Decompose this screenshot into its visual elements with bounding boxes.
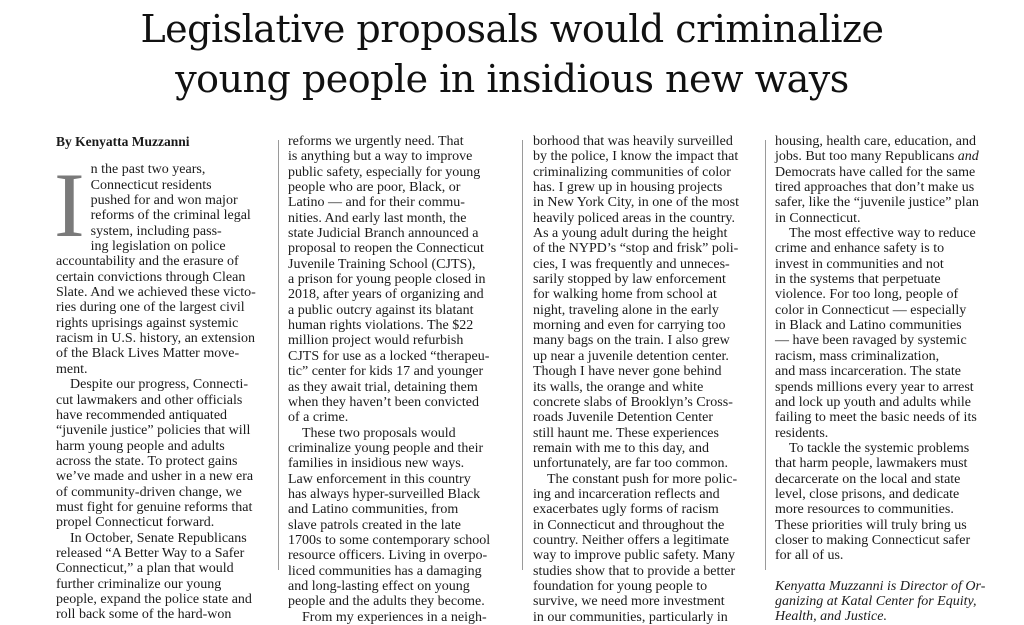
text-line: state Judicial Branch announced a	[288, 226, 479, 242]
text-line: Latino — and for their commu-	[288, 195, 465, 211]
text-line: liced communities has a damaging	[288, 563, 482, 579]
text-line: and lock up youth and adults while	[775, 394, 971, 410]
text-line: invest in communities and not	[775, 256, 944, 272]
text-line: color in Connecticut — especially	[775, 302, 967, 318]
text-line: in Black and Latino communities	[775, 318, 962, 334]
text-line: studies show that to provide a better	[533, 563, 736, 579]
text-line: cies, I was frequently and unneces-	[533, 256, 730, 272]
column-3-text	[533, 134, 767, 625]
text-line: resource officers. Living in overpo-	[288, 548, 488, 564]
text-line: closer to making Connecticut safer	[775, 532, 971, 548]
text-line: To tackle the systemic problems	[789, 440, 970, 456]
byline: By Kenyatta Muzzanni	[56, 134, 190, 149]
drop-cap: I	[54, 154, 85, 257]
text-line: Connecticut residents	[90, 177, 212, 193]
text-line: “juvenile justice” policies that will	[56, 423, 251, 439]
text-line: many bags on the train. I also grew	[533, 333, 730, 349]
text-line: proposal to reopen the Connecticut	[288, 241, 484, 257]
text-line: These two proposals would	[302, 425, 456, 441]
text-line: across the state. To protect gains	[56, 453, 238, 469]
text-line: its walls, the orange and white	[533, 379, 704, 395]
text-line: unfortunately, are far too common.	[533, 456, 729, 472]
text-line: as they await trial, detaining them	[288, 379, 478, 395]
text-line: has. I grew up in housing projects	[533, 180, 723, 196]
text-line: racism, mass criminalization,	[775, 348, 940, 364]
text-line: in Connecticut.	[775, 210, 861, 226]
text-line: and Latino communities, from	[288, 502, 459, 518]
text-line: ment.	[56, 361, 88, 377]
text-line: Despite our progress, Connecti-	[70, 377, 249, 393]
text-line: a prison for young people closed in	[288, 272, 486, 288]
text-line: people, expand the police state and	[56, 591, 252, 607]
text-line: Democrats have called for the same	[775, 164, 976, 180]
text-line: way to improve public safety. Many	[533, 548, 736, 564]
text-line: in our communities, particularly in	[533, 609, 728, 625]
article-column-2	[288, 134, 522, 625]
text-line: — have been ravaged by systemic	[775, 333, 967, 349]
headline-line-1: Legislative proposals would criminalize	[140, 7, 884, 51]
text-line: ing legislation on police	[90, 239, 226, 255]
text-line: The constant push for more polic-	[547, 471, 738, 487]
text-line: exacerbates ugly forms of racism	[533, 502, 719, 518]
text-line: night, traveling alone in the early	[533, 302, 719, 318]
text-line: system, including pass-	[90, 223, 222, 239]
text-line: jobs. But too many Republicans and	[775, 149, 979, 165]
text-line: residents.	[775, 425, 829, 441]
text-line: human rights violations. The $22	[288, 318, 474, 334]
text-line: Slate. And we achieved these victo-	[56, 285, 256, 301]
text-line: survive, we need more investment	[533, 594, 725, 610]
text-line: rights uprisings against systemic	[56, 315, 239, 331]
text-line: morning and even for carrying too	[533, 318, 726, 334]
text-line: people who are poor, Black, or	[288, 180, 461, 196]
article-column-4	[775, 134, 1009, 625]
text-line: more resources to communities.	[775, 502, 954, 518]
text-line: slave patrols created in the late	[288, 517, 461, 533]
text-line: of the NYPD’s “stop and frisk” poli-	[533, 241, 739, 257]
headline-line-2: young people in insidious new ways	[175, 57, 849, 101]
text-line: heavily policed areas in the country.	[533, 210, 736, 226]
text-line: of a crime.	[288, 410, 349, 426]
text-line: Connecticut,” a plan that would	[56, 561, 234, 577]
text-line: has always hyper-surveilled Black	[288, 486, 481, 502]
text-line: when they haven’t been convicted	[288, 394, 480, 410]
text-line: propel Connecticut forward.	[56, 515, 215, 531]
text-line: in New York City, in one of the most	[533, 195, 739, 211]
text-line: up near a juvenile detention center.	[533, 348, 729, 364]
text-line: accountability and the erasure of	[56, 254, 239, 270]
text-line: in the systems that perpetuate	[775, 272, 941, 288]
text-line: have recommended antiquated	[56, 407, 228, 423]
text-line: released “A Better Way to a Safer	[56, 545, 245, 561]
text-line: racism in U.S. history, an extension	[56, 331, 255, 347]
text-line: that harm people, lawmakers must	[775, 456, 968, 472]
bio-line: ganizing at Katal Center for Equity,	[775, 593, 977, 609]
text-line: Juvenile Training School (CJTS),	[288, 256, 476, 272]
text-line: criminalize young people and their	[288, 440, 484, 456]
text-line: still haunt me. These experiences	[533, 425, 719, 441]
text-line: decarcerate on the local and state	[775, 471, 961, 487]
text-line: families in insidious new ways.	[288, 456, 465, 472]
text-line: foundation for young people to	[533, 578, 708, 594]
text-line: by the police, I know the impact that	[533, 149, 739, 165]
text-line: ing and incarceration reflects and	[533, 486, 720, 502]
text-line: borhood that was heavily surveilled	[533, 134, 733, 149]
text-line: concrete slabs of Brooklyn’s Cross-	[533, 394, 733, 410]
article-column-1	[56, 134, 290, 623]
text-line: n the past two years,	[90, 162, 206, 178]
text-line: crime and enhance safety is to	[775, 241, 945, 257]
text-line: Though I have never gone behind	[533, 364, 722, 380]
headline	[0, 4, 1024, 104]
text-line: These priorities will truly bring us	[775, 517, 967, 533]
text-line: a public outcry against its blatant	[288, 302, 474, 318]
text-line: must fight for genuine reforms that	[56, 499, 253, 515]
text-line: violence. For too long, people of	[775, 287, 959, 303]
text-line: country. Neither offers a legitimate	[533, 532, 729, 548]
text-line: tic” center for kids 17 and younger	[288, 364, 484, 380]
text-line: public safety, especially for young	[288, 164, 481, 180]
text-line: In October, Senate Republicans	[70, 530, 247, 546]
text-line: criminalizing communities of color	[533, 164, 731, 180]
column-rule-2	[522, 140, 523, 570]
text-line: reforms of the criminal legal	[90, 208, 251, 224]
text-line: pushed for and won major	[90, 193, 238, 209]
text-line: roads Juvenile Detention Center	[533, 410, 714, 426]
text-line: The most effective way to reduce	[789, 226, 976, 242]
column-2-text	[288, 134, 522, 625]
column-1-text	[54, 154, 290, 623]
text-line: certain convictions through Clean	[56, 269, 246, 285]
text-line: harm young people and adults	[56, 438, 225, 454]
bio-line: Health, and Justice.	[775, 609, 887, 625]
text-line: in Connecticut and throughout the	[533, 517, 725, 533]
text-line: further criminalize our young	[56, 576, 222, 592]
author-bio	[775, 579, 1009, 625]
text-line: is anything but a way to improve	[288, 149, 473, 165]
text-line: housing, health care, education, and	[775, 134, 976, 149]
text-line: remain with me to this day, and	[533, 440, 709, 456]
text-line: sarily stopped by law enforcement	[533, 272, 726, 288]
bio-line: Kenyatta Muzzanni is Director of Or-	[775, 578, 986, 594]
text-line: From my experiences in a neigh-	[302, 609, 487, 625]
text-line: 2018, after years of organizing and	[288, 287, 484, 303]
text-line: million project would refurbish	[288, 333, 464, 349]
text-line: and mass incarceration. The state	[775, 364, 961, 380]
text-line: ries during one of the largest civil	[56, 300, 245, 316]
text-line: we’ve made and usher in a new era	[56, 469, 254, 485]
text-line: failing to meet the basic needs of its	[775, 410, 977, 426]
text-line: reforms we urgently need. That	[288, 134, 464, 149]
text-line: tired approaches that don’t make us	[775, 180, 975, 196]
text-line: safer, like the “juvenile justice” plan	[775, 195, 979, 211]
text-line: of community-driven change, we	[56, 484, 242, 500]
article-column-3	[533, 134, 767, 625]
text-line: of the Black Lives Matter move-	[56, 346, 240, 362]
text-line: 1700s to some contemporary school	[288, 532, 491, 548]
text-line: level, close prisons, and dedicate	[775, 486, 960, 502]
text-line: Law enforcement in this country	[288, 471, 471, 487]
text-line: cut lawmakers and other officials	[56, 392, 243, 408]
text-line: roll back some of the hard-won	[56, 607, 232, 623]
column-4-text	[775, 134, 1009, 564]
text-line: nities. And early last month, the	[288, 210, 467, 226]
text-line: As a young adult during the height	[533, 226, 728, 242]
text-line: CJTS for use as a locked “therapeu-	[288, 348, 490, 364]
text-line: spends millions every year to arrest	[775, 379, 974, 395]
text-line: people and the adults they become.	[288, 594, 485, 610]
text-line: for walking home from school at	[533, 287, 717, 303]
text-line: and long-lasting effect on young	[288, 578, 470, 594]
text-line: for all of us.	[775, 548, 844, 564]
